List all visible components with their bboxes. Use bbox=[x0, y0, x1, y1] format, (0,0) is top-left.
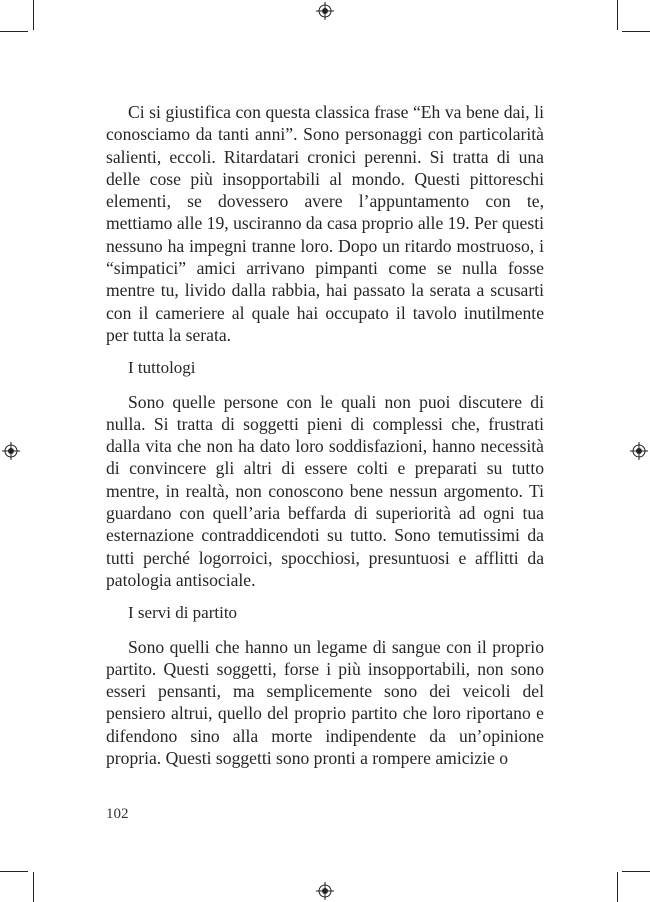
paragraph-ritardatari: Ci si giustifica con questa classica frase “Eh va bene dai, li conosciamo da tanti anni”. Sono personaggi con particolarità salienti, eccoli. Ritardatari cronici perenni. Si tratta di una delle cose più insopportabili al mondo. Questi pittoreschi elementi, se dovessero avere l’appuntamento con te, mettiamo alle 19, usciranno da casa proprio alle 19. Per questi nessuno ha impegni tranne loro. Dopo un ritardo mostruoso, i “simpatici” amici arrivano pimpanti come se nulla fosse mentre tu, livido dalla rabbia, hai passato la serata a scusarti con il cameriere al quale hai occupato il tavolo inutilmente per tutta la serata. bbox=[106, 102, 544, 345]
crop-mark-top-left-vertical bbox=[33, 0, 34, 30]
section-heading-tuttologi: I tuttologi bbox=[128, 358, 196, 378]
registration-mark-icon bbox=[316, 2, 334, 20]
crop-mark-top-right-vertical bbox=[617, 0, 618, 30]
crop-mark-bottom-left-horizontal bbox=[0, 871, 28, 872]
registration-mark-icon bbox=[2, 442, 20, 460]
registration-mark-icon bbox=[630, 442, 648, 460]
body-text bbox=[106, 101, 544, 769]
paragraph-tuttologi: Sono quelle persone con le quali non puoi discutere di nulla. Si tratta di soggetti pieni di complessi che, frustrati dalla vita che non ha dato loro soddisfazioni, hanno necessità di convincere gli altri di essere colti e preparati su tutto mentre, in realtà, non conoscono bene nessun argomento. Ti guardano con quell’aria beffarda di superiorità ad ogni tua esternazione contraddicendoti su tutto. Sono temutissimi da tutti perché logorroici, spocchiosi, presuntuosi e afflitti da patologia antisociale. bbox=[106, 391, 544, 590]
crop-mark-bottom-right-vertical bbox=[617, 872, 618, 902]
crop-mark-top-right-horizontal bbox=[622, 31, 650, 32]
section-heading-servi-di-partito: I servi di partito bbox=[128, 603, 238, 623]
crop-mark-top-left-horizontal bbox=[0, 31, 28, 32]
registration-mark-icon bbox=[316, 882, 334, 900]
page-number: 102 bbox=[106, 806, 129, 822]
paragraph-servi-di-partito: Sono quelli che hanno un legame di sangue con il proprio partito. Questi soggetti, forse i più insopportabili, non sono esseri pensanti, ma semplicemente sono dei veicoli del pensiero altrui, quello del proprio partito che loro riportano e difendono sino alla morte indipendente da un’opinione propria. Questi soggetti sono pronti a rompere amicizie o bbox=[106, 636, 544, 769]
crop-mark-bottom-right-horizontal bbox=[622, 871, 650, 872]
crop-mark-bottom-left-vertical bbox=[33, 872, 34, 902]
